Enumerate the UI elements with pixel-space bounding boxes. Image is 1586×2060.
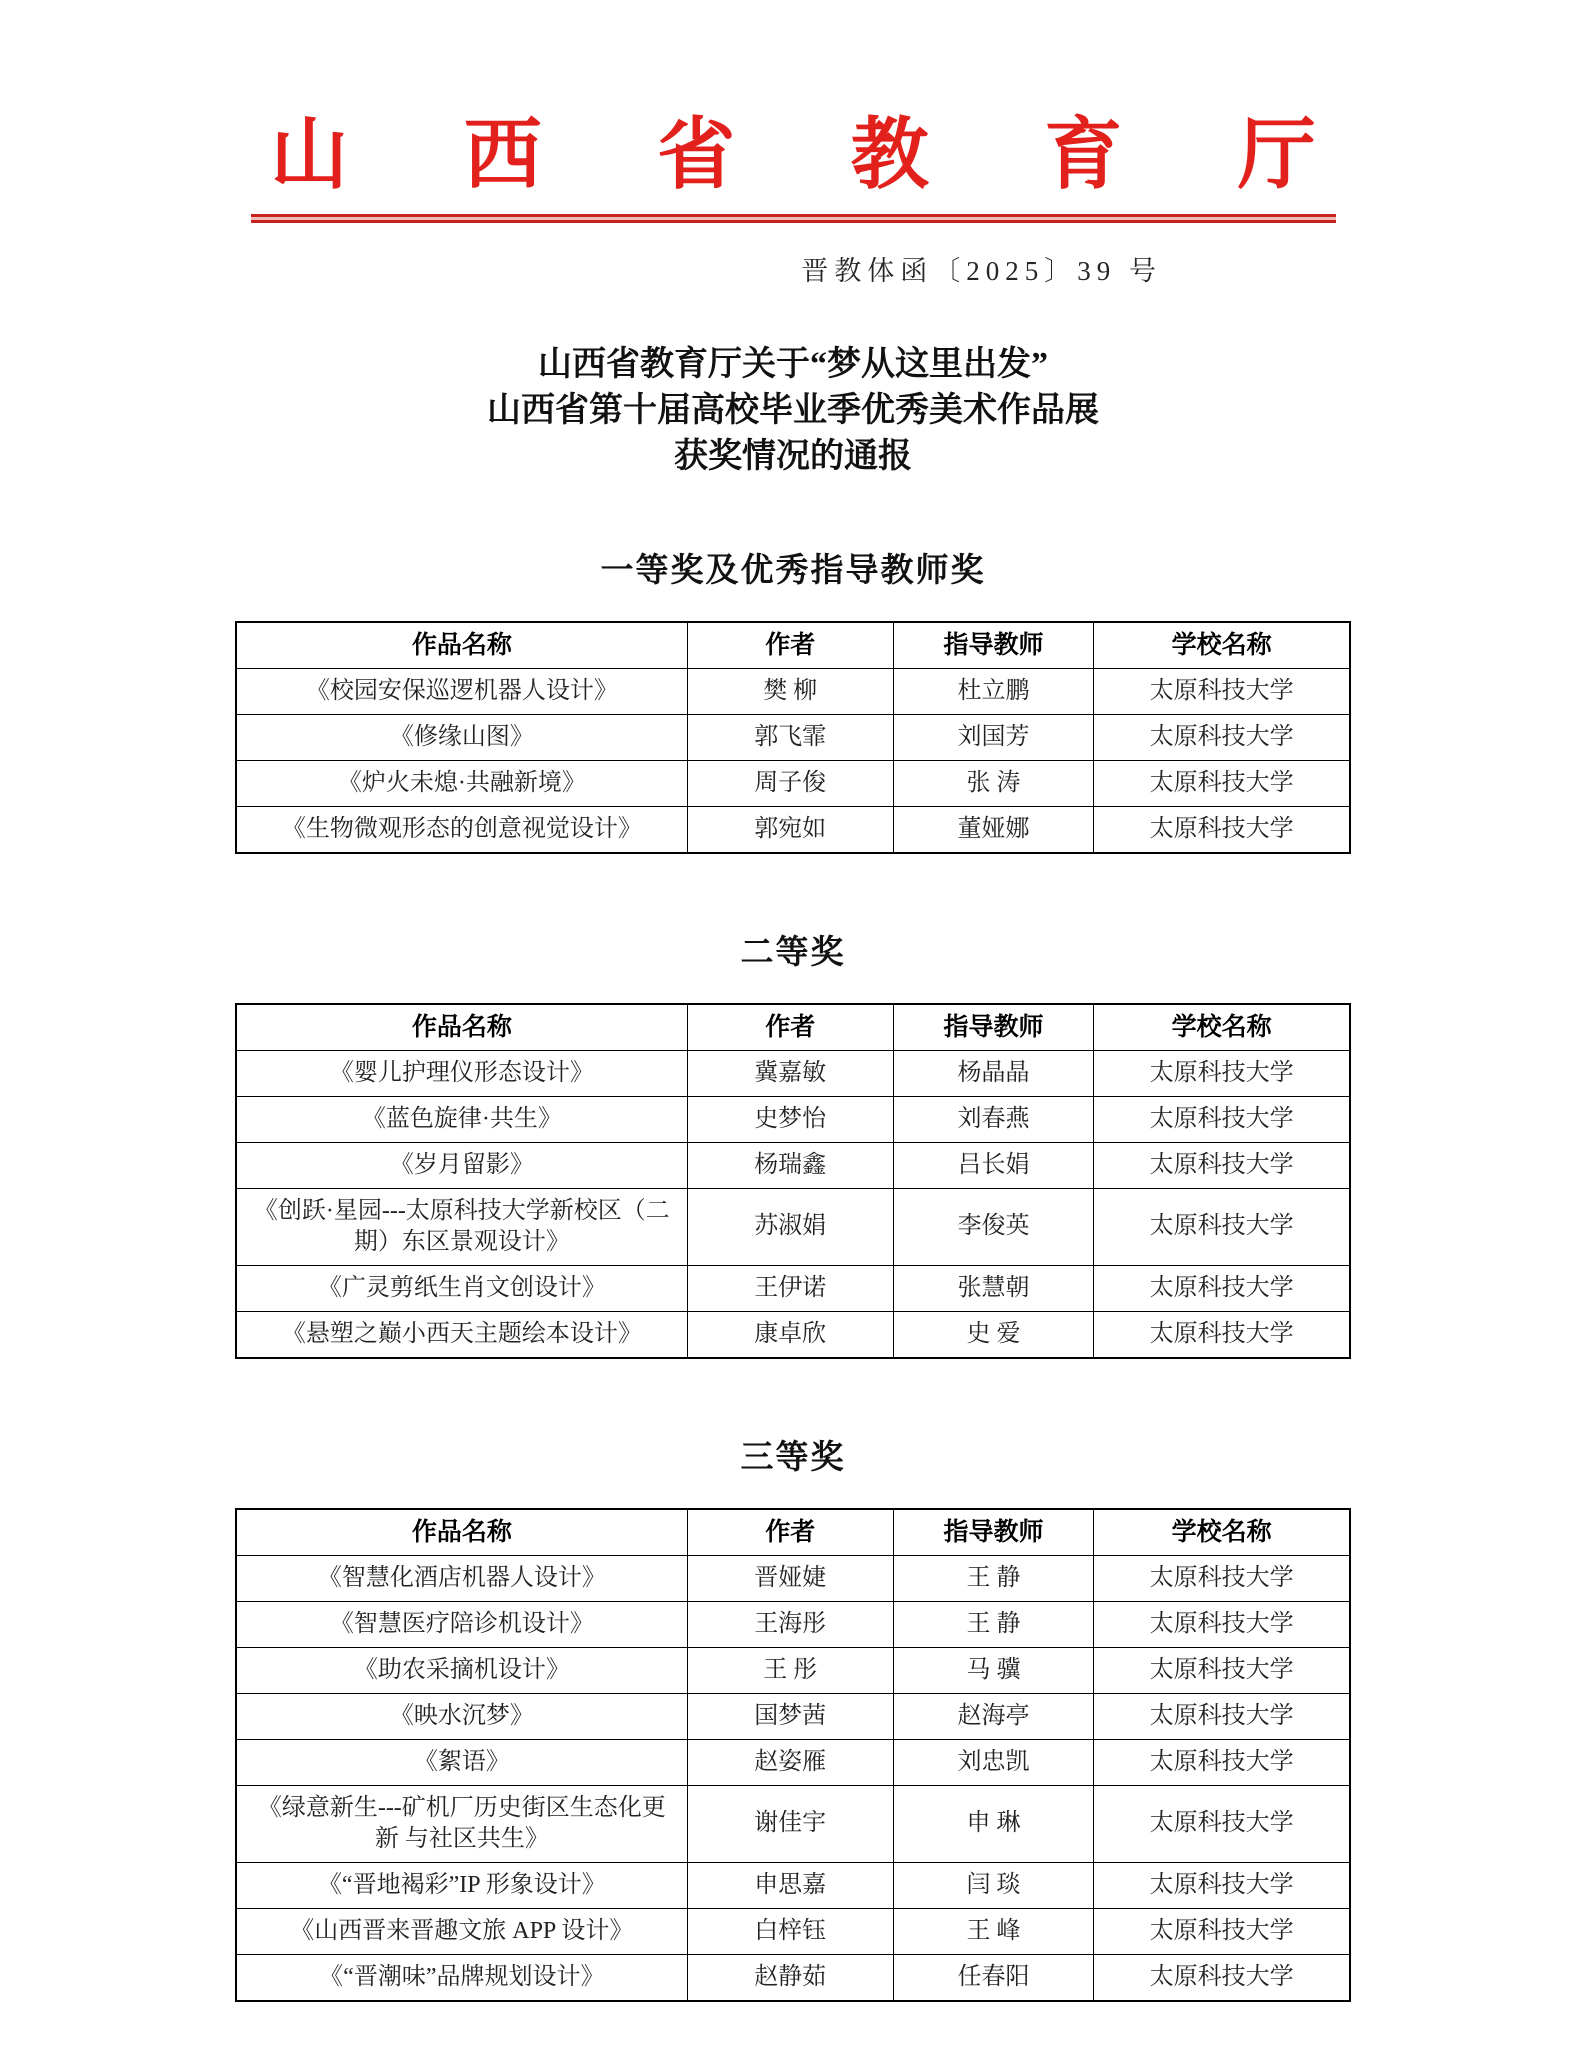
column-header-school: 学校名称 [1094,622,1350,669]
table-row [236,1142,1350,1188]
advisor-cell: 史 爱 [893,1311,1094,1358]
work-title-cell: 《婴儿护理仪形态设计》 [236,1050,687,1096]
section-third-prize [0,1431,1586,2002]
document-title [0,342,1586,480]
column-header-advisor: 指导教师 [893,1004,1094,1051]
section-heading-third-prize: 三等奖 [740,1439,846,1476]
school-cell: 太原科技大学 [1094,1647,1350,1693]
school-cell: 太原科技大学 [1094,1311,1350,1358]
table-row [236,1785,1350,1862]
author-cell: 赵静茹 [687,1954,893,2001]
column-header-school: 学校名称 [1094,1509,1350,1556]
author-cell: 王伊诺 [687,1265,893,1311]
table-row [236,1601,1350,1647]
table-row [236,1311,1350,1358]
advisor-cell: 刘国芳 [893,714,1094,760]
column-header-work-title: 作品名称 [236,1509,687,1556]
table-row [236,1908,1350,1954]
advisor-cell: 杜立鹏 [893,668,1094,714]
advisor-cell: 申 琳 [893,1785,1094,1862]
work-title-cell: 《助农采摘机设计》 [236,1647,687,1693]
school-cell: 太原科技大学 [1094,1555,1350,1601]
school-cell: 太原科技大学 [1094,1142,1350,1188]
author-cell: 郭飞霏 [687,714,893,760]
advisor-cell: 王 静 [893,1555,1094,1601]
school-cell: 太原科技大学 [1094,806,1350,853]
table-row [236,668,1350,714]
column-header-work-title: 作品名称 [236,622,687,669]
author-cell: 冀嘉敏 [687,1050,893,1096]
work-title-cell: 《映水沉梦》 [236,1693,687,1739]
work-title-cell: 《智慧医疗陪诊机设计》 [236,1601,687,1647]
section-first-prize [0,544,1586,854]
author-cell: 白梓钰 [687,1908,893,1954]
school-cell: 太原科技大学 [1094,668,1350,714]
advisor-cell: 刘忠凯 [893,1739,1094,1785]
author-cell: 苏淑娟 [687,1188,893,1265]
table-row [236,714,1350,760]
advisor-cell: 张慧朝 [893,1265,1094,1311]
work-title-cell: 《“晋地褐彩”IP 形象设计》 [236,1862,687,1908]
table-row [236,1647,1350,1693]
school-cell: 太原科技大学 [1094,1785,1350,1862]
table-row [236,1555,1350,1601]
author-cell: 申思嘉 [687,1862,893,1908]
work-title-cell: 《广灵剪纸生肖文创设计》 [236,1265,687,1311]
author-cell: 王海彤 [687,1601,893,1647]
agency-letterhead-title: 山 西 省 教 育 厅 [270,111,1364,198]
school-cell: 太原科技大学 [1094,714,1350,760]
column-header-author: 作者 [687,622,893,669]
author-cell: 赵姿雁 [687,1739,893,1785]
awards-table-third-prize [235,1508,1351,2002]
work-title-cell: 《创跃·星园---太原科技大学新校区（二 期）东区景观设计》 [236,1188,687,1265]
section-second-prize [0,926,1586,1359]
table-row [236,1693,1350,1739]
work-title-cell: 《智慧化酒店机器人设计》 [236,1555,687,1601]
work-title-cell: 《绿意新生---矿机厂历史街区生态化更新 与社区共生》 [236,1785,687,1862]
author-cell: 郭宛如 [687,806,893,853]
work-title-cell: 《絮语》 [236,1739,687,1785]
advisor-cell: 马 骥 [893,1647,1094,1693]
author-cell: 周子俊 [687,760,893,806]
awards-table-first-prize [235,621,1351,854]
document-title-line-2: 山西省第十届高校毕业季优秀美术作品展 [487,391,1099,429]
author-cell: 史梦怡 [687,1096,893,1142]
column-header-advisor: 指导教师 [893,1509,1094,1556]
work-title-cell: 《蓝色旋律·共生》 [236,1096,687,1142]
table-row [236,806,1350,853]
school-cell: 太原科技大学 [1094,1265,1350,1311]
table-row [236,1739,1350,1785]
section-heading-second-prize: 二等奖 [740,934,846,971]
work-title-cell: 《悬塑之巅小西天主题绘本设计》 [236,1311,687,1358]
section-heading-first-prize: 一等奖及优秀指导教师奖 [600,552,986,589]
advisor-cell: 赵海亭 [893,1693,1094,1739]
work-title-cell: 《校园安保巡逻机器人设计》 [236,668,687,714]
author-cell: 康卓欣 [687,1311,893,1358]
school-cell: 太原科技大学 [1094,1908,1350,1954]
author-cell: 晋娅婕 [687,1555,893,1601]
letterhead-divider-rule [251,214,1336,223]
work-title-cell: 《修缘山图》 [236,714,687,760]
school-cell: 太原科技大学 [1094,1188,1350,1265]
advisor-cell: 张 涛 [893,760,1094,806]
column-header-school: 学校名称 [1094,1004,1350,1051]
author-cell: 国梦茜 [687,1693,893,1739]
table-row [236,1096,1350,1142]
school-cell: 太原科技大学 [1094,1050,1350,1096]
author-cell: 杨瑞鑫 [687,1142,893,1188]
work-title-cell: 《“晋潮味”品牌规划设计》 [236,1954,687,2001]
table-header-row [236,622,1350,669]
table-row [236,1954,1350,2001]
column-header-work-title: 作品名称 [236,1004,687,1051]
school-cell: 太原科技大学 [1094,1096,1350,1142]
school-cell: 太原科技大学 [1094,1954,1350,2001]
advisor-cell: 王 峰 [893,1908,1094,1954]
work-title-cell: 《山西晋来晋趣文旅 APP 设计》 [236,1908,687,1954]
author-cell: 王 彤 [687,1647,893,1693]
school-cell: 太原科技大学 [1094,1739,1350,1785]
advisor-cell: 杨晶晶 [893,1050,1094,1096]
awards-table-second-prize [235,1003,1351,1359]
table-header-row [236,1004,1350,1051]
advisor-cell: 任春阳 [893,1954,1094,2001]
column-header-advisor: 指导教师 [893,622,1094,669]
school-cell: 太原科技大学 [1094,760,1350,806]
table-row [236,1188,1350,1265]
school-cell: 太原科技大学 [1094,1862,1350,1908]
advisor-cell: 刘春燕 [893,1096,1094,1142]
document-title-line-3: 获奖情况的通报 [674,437,912,475]
table-row [236,1862,1350,1908]
work-title-cell: 《生物微观形态的创意视觉设计》 [236,806,687,853]
author-cell: 樊 柳 [687,668,893,714]
document-reference-number: 晋教体函〔2025〕39 号 [801,255,1162,286]
school-cell: 太原科技大学 [1094,1693,1350,1739]
advisor-cell: 吕长娟 [893,1142,1094,1188]
table-header-row [236,1509,1350,1556]
advisor-cell: 闫 琰 [893,1862,1094,1908]
work-title-cell: 《炉火未熄·共融新境》 [236,760,687,806]
table-row [236,1265,1350,1311]
work-title-cell: 《岁月留影》 [236,1142,687,1188]
advisor-cell: 董娅娜 [893,806,1094,853]
advisor-cell: 王 静 [893,1601,1094,1647]
table-row [236,1050,1350,1096]
column-header-author: 作者 [687,1509,893,1556]
school-cell: 太原科技大学 [1094,1601,1350,1647]
document-title-line-1: 山西省教育厅关于“梦从这里出发” [538,345,1048,383]
column-header-author: 作者 [687,1004,893,1051]
table-row [236,760,1350,806]
author-cell: 谢佳宇 [687,1785,893,1862]
advisor-cell: 李俊英 [893,1188,1094,1265]
